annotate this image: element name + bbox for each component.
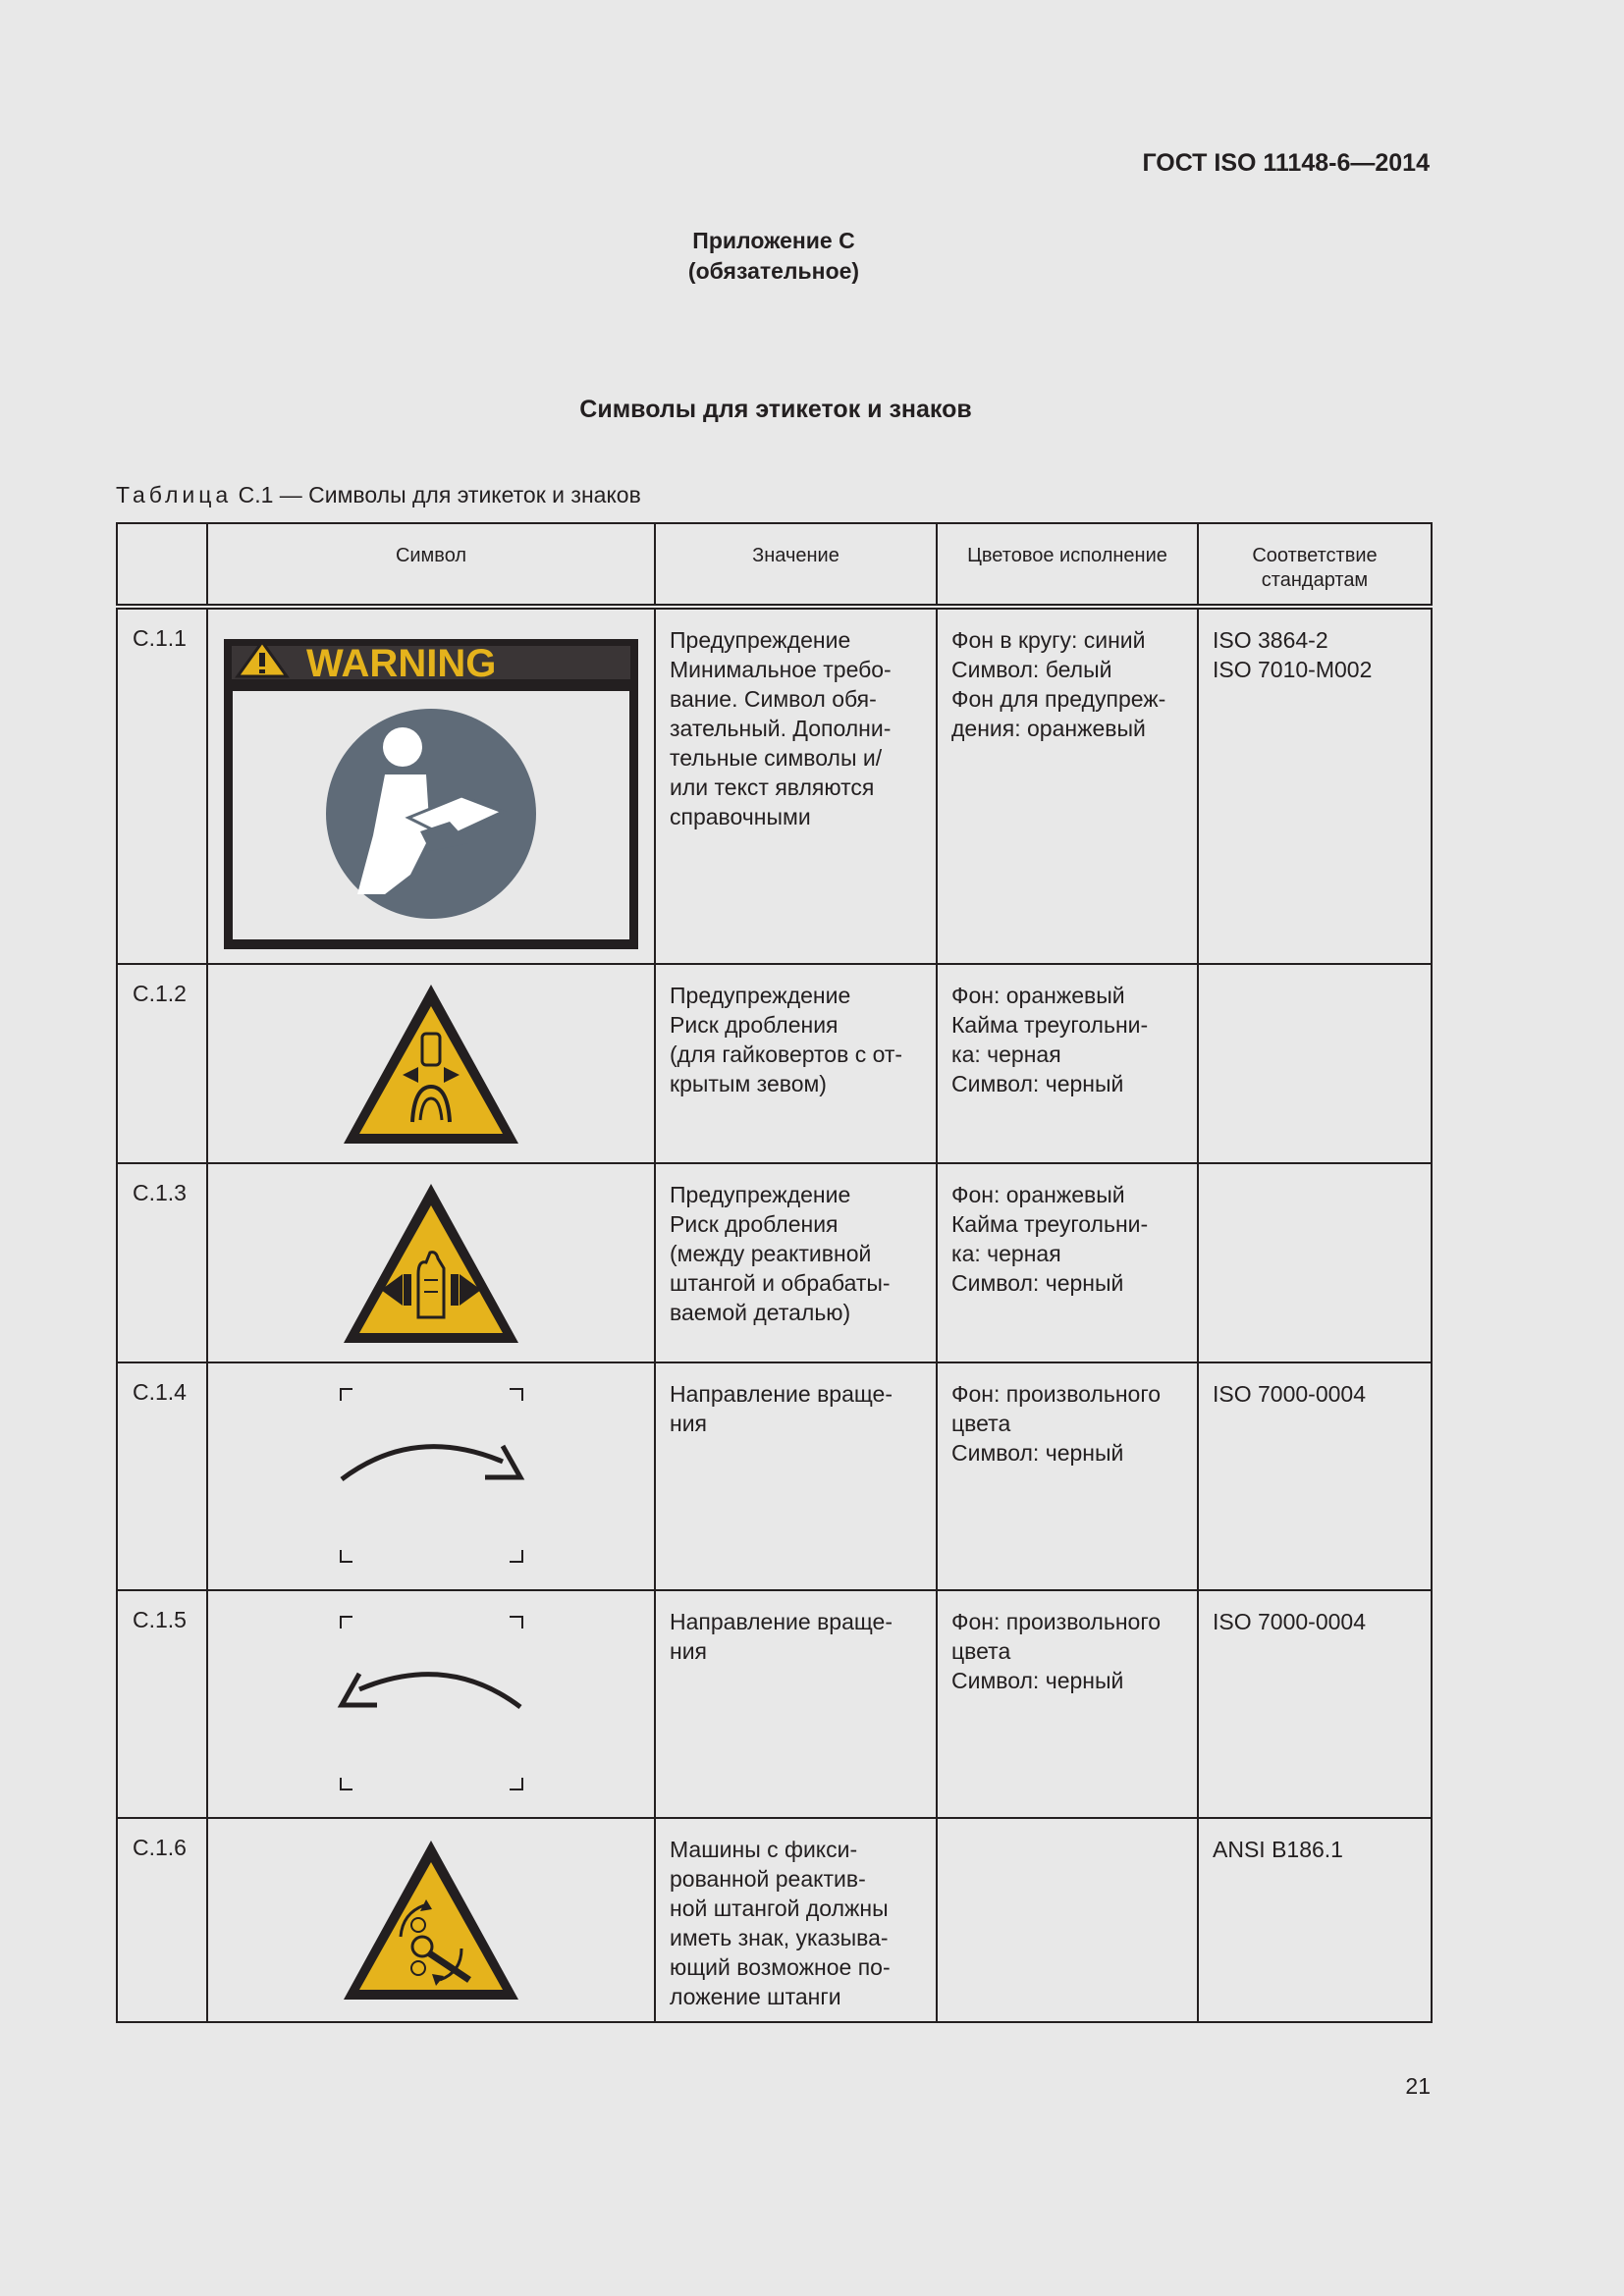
appendix-heading [577, 226, 970, 287]
table-row [117, 1818, 1432, 2022]
appendix-title: Приложение С [692, 228, 855, 253]
page-number: 21 [1405, 2073, 1431, 2099]
text-line: ка: черная [951, 1241, 1061, 1266]
meaning-text [656, 610, 936, 831]
standards-text [1199, 1819, 1431, 1864]
standards-text [1199, 1363, 1431, 1409]
text-line: Кайма треугольни- [951, 1211, 1149, 1237]
text-line: Предупреждение [670, 983, 851, 1008]
symbol-cell [207, 1818, 655, 2022]
text-line: рованной реактив- [670, 1866, 866, 1892]
rotation-counterclockwise-icon [208, 1591, 654, 1815]
text-line: ISO 7000-0004 [1213, 1381, 1367, 1407]
row-number: С.1.4 [133, 1379, 187, 1405]
header-symbol: Символ [207, 523, 655, 607]
table-caption [116, 482, 641, 508]
meaning-text [656, 1819, 936, 2011]
rotation-clockwise-icon [208, 1363, 654, 1587]
header-color: Цветовое исполнение [937, 523, 1198, 607]
text-line: Направление враще- [670, 1381, 893, 1407]
text-line: Фон: оранжевый [951, 983, 1125, 1008]
standards-text [1199, 965, 1431, 981]
text-line: Предупреждение [670, 1182, 851, 1207]
text-line: цвета [951, 1411, 1011, 1436]
text-line: Символ: черный [951, 1071, 1124, 1096]
text-line: Символ: черный [951, 1668, 1124, 1693]
warning-label-read-manual-icon [208, 610, 654, 963]
text-line: Риск дробления [670, 1211, 839, 1237]
text-line: Машины с фикси- [670, 1837, 858, 1862]
color-text [938, 610, 1197, 743]
text-line: (между реактивной [670, 1241, 872, 1266]
warning-label-text: WARNING [306, 642, 497, 685]
document-code: ГОСТ ISO 11148-6—2014 [1142, 149, 1430, 177]
table-row [117, 1163, 1432, 1362]
table-caption-prefix: Таблица [116, 482, 233, 507]
crush-hand-warning-icon [208, 1164, 654, 1360]
text-line: ния [670, 1411, 708, 1436]
text-line: зательный. Дополни- [670, 716, 892, 741]
standards-text [1199, 1591, 1431, 1636]
symbol-cell [207, 964, 655, 1163]
text-line: (для гайковертов с от- [670, 1041, 903, 1067]
meaning-text [656, 965, 936, 1098]
text-line: Фон для предупреж- [951, 686, 1166, 712]
color-text [938, 1591, 1197, 1695]
color-text [938, 1164, 1197, 1298]
header-meaning: Значение [655, 523, 937, 607]
text-line: ложение штанги [670, 1984, 841, 2009]
color-text [938, 1363, 1197, 1468]
text-line: Предупреждение [670, 627, 851, 653]
table-row [117, 607, 1432, 964]
header-number [117, 523, 207, 607]
text-line: ющий возможное по- [670, 1954, 891, 1980]
text-line: Фон: произвольного [951, 1609, 1162, 1634]
table-row [117, 964, 1432, 1163]
text-line: Минимальное требо- [670, 657, 892, 682]
text-line: ной штангой должны [670, 1896, 889, 1921]
text-line: Фон: произвольного [951, 1381, 1162, 1407]
symbol-cell [207, 1163, 655, 1362]
meaning-text [656, 1164, 936, 1327]
text-line: или текст являются [670, 774, 875, 800]
row-number: С.1.5 [133, 1607, 187, 1632]
table-row [117, 1362, 1432, 1590]
table-header-row [117, 523, 1432, 607]
row-number: С.1.2 [133, 981, 187, 1006]
text-line: ANSI B186.1 [1213, 1837, 1343, 1862]
crush-nutrunner-warning-icon [208, 965, 654, 1160]
standards-text [1199, 610, 1431, 684]
meaning-text [656, 1591, 936, 1666]
standards-text [1199, 1164, 1431, 1180]
text-line: Фон: оранжевый [951, 1182, 1125, 1207]
row-number: С.1.6 [133, 1835, 187, 1860]
text-line: тельные символы и/ [670, 745, 883, 771]
meaning-text [656, 1363, 936, 1438]
symbols-table [116, 522, 1433, 2023]
text-line: ка: черная [951, 1041, 1061, 1067]
text-line: вание. Символ обя- [670, 686, 877, 712]
text-line: иметь знак, указыва- [670, 1925, 889, 1950]
text-line: крытым зевом) [670, 1071, 827, 1096]
text-line: справочными [670, 804, 811, 829]
color-text [938, 965, 1197, 1098]
table-caption-text: С.1 — Символы для этикеток и знаков [232, 482, 641, 507]
text-line: ваемой деталью) [670, 1300, 851, 1325]
text-line: ния [670, 1638, 708, 1664]
row-number: С.1.3 [133, 1180, 187, 1205]
text-line: Символ: белый [951, 657, 1112, 682]
table-row [117, 1590, 1432, 1818]
text-line: цвета [951, 1638, 1011, 1664]
text-line: Фон в кругу: синий [951, 627, 1146, 653]
section-title: Символы для этикеток и знаков [579, 396, 972, 423]
reaction-bar-warning-icon [208, 1819, 654, 2019]
text-line: дения: оранжевый [951, 716, 1146, 741]
symbol-cell [207, 1362, 655, 1590]
row-number: С.1.1 [133, 625, 187, 651]
text-line: ISO 7010-M002 [1213, 657, 1373, 682]
header-standards: Соответствие стандартам [1198, 523, 1432, 607]
appendix-status: (обязательное) [687, 258, 860, 284]
text-line: Риск дробления [670, 1012, 839, 1038]
text-line: ISO 7000-0004 [1213, 1609, 1367, 1634]
color-text [938, 1819, 1197, 1835]
text-line: Направление враще- [670, 1609, 893, 1634]
symbol-cell [207, 1590, 655, 1818]
symbol-cell [207, 607, 655, 964]
text-line: штангой и обрабаты- [670, 1270, 891, 1296]
text-line: Символ: черный [951, 1440, 1124, 1466]
text-line: ISO 3864-2 [1213, 627, 1328, 653]
text-line: Символ: черный [951, 1270, 1124, 1296]
text-line: Кайма треугольни- [951, 1012, 1149, 1038]
